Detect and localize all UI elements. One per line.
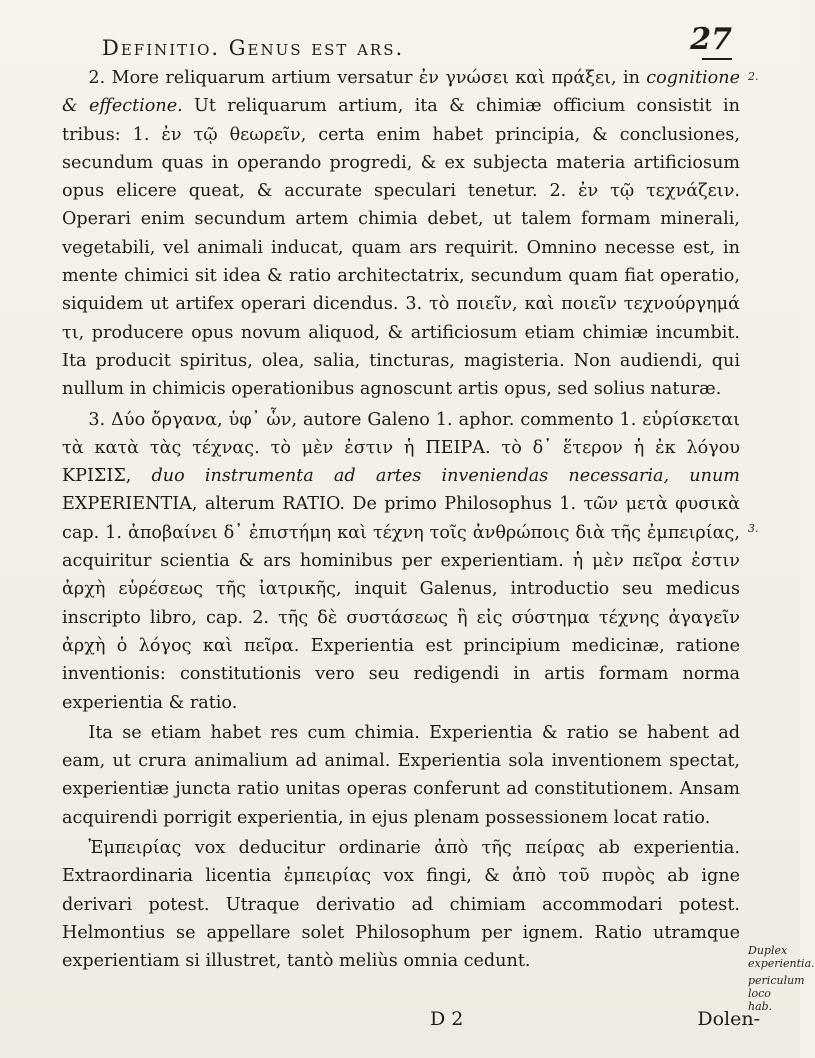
paragraph-5-lead: Ἐμπειρίας vox deducitur ordinarie ἀπὸ τῆς πείρας ab experientia. Extraordinaria licentia ἐμπειρίας vox fingi, & ἀπὸ τοῦ πυρὸς ab igne derivari potest. Utraque derivatio ad chimiam accommodari potest. Helmontius se appellare solet Philosophum per ignem. Ratio utramque experientiam si illustret, tantò meliùs omnia cedunt. <box>62 838 740 972</box>
paragraph-2-lead: 2. More reliquarum artium versatur ἐν γνώσει καὶ πράξει, in <box>88 68 647 88</box>
body-text <box>62 64 815 1013</box>
paragraph-3-lead: 3. Δύο ὄργανα, ὑφ᾽ ὧν, autore Galeno 1. aphor. commento 1. εὑρίσκεται τὰ κατὰ τὰς τέχνας. τὸ μὲν ἐστιν ἡ ΠΕΙΡΑ. τὸ δ᾽ ἕτερον ἡ ἐκ λόγου ΚΡΙΣΙΣ, <box>62 409 740 487</box>
paragraph-2-italic: cognitione & effectione. <box>62 68 740 117</box>
catchword: Dolen- <box>697 1008 760 1030</box>
page-header <box>62 20 740 64</box>
folio-rule <box>702 58 732 60</box>
signature-mark: D 2 <box>430 1008 464 1030</box>
paragraph-5 <box>62 834 740 975</box>
margin-note-3: 3. <box>748 522 759 535</box>
paragraph-2-rest: Ut reliquarum artium, ita & chimiæ officium consistit in tribus: 1. ἐν τῷ θεωρεῖν, certa enim habet principia, & conclusiones, secundum quas in operando progredi, & ex subjecta materia artificiosum opus elicere queat, & accurate speculari tenetur. 2. ἐν τῷ τεχνάζειν. Operari enim secundum artem chimia debet, ut talem formam minerali, vegetabili, vel animali inducat, quam ars requirit. Omnino necesse est, in mente chimici sit idea & ratio architectatrix, secundum quam fiat operatio, siquidem ut artifex operari dicendus. 3. τὸ ποιεῖν, καὶ ποιεῖν τεχνούργημά τι, producere opus novum aliquod, & artificiosum etiam chimiæ incumbit. Ita producit spiritus, olea, salia, tincturas, magisteria. Non audiendi, qui nullum in chimicis operationibus agnoscunt artis opus, sed solius naturæ. <box>62 96 740 400</box>
margin-note-2: 2. <box>748 70 759 83</box>
page-footer <box>0 1008 800 1038</box>
paragraph-3-italic: duo instrumenta ad artes inveniendas necessaria, unum <box>151 466 740 487</box>
paragraph-2 <box>62 64 740 404</box>
paragraph-4-lead: Ita se etiam habet res cum chimia. Experientia & ratio se habent ad eam, ut crura animalium ad animal. Experientia sola inventionem spectat, experientiæ juncta ratio unitas operas conferunt ad constitutionem. Ansam acquirendi porrigit experientia, in ejus plenam possessionem locat ratio. <box>62 722 740 828</box>
paragraph-4 <box>62 719 740 832</box>
paragraph-3-rest: EXPERIENTIA, alterum RATIO. De primo Philosophus 1. τῶν μετὰ φυσικὰ cap. 1. ἀποβαίνει δ᾽ ἐπιστήμη καὶ τέχνη τοῖς ἀνθρώποις διὰ τῆς ἐμπειρίας, acquiritur scientia & ars hominibus per experientiam. ἡ μὲν πεῖρα ἐστιν ἀρχὴ εὑρέσεως τῆς ἰατρικῆς, inquit Galenus, introductio seu medicus inscripto libro, cap. 2. τῆς δὲ συστάσεως ἢ εἰς σύστημα τέχνης ἀγαγεῖν ἀρχὴ ὁ λόγος καὶ πεῖρα. Experientia est principium medicinæ, ratione inventionis: constitutionis vero seu redigendi in artis formam norma experientia & ratio. <box>62 494 740 713</box>
margin-note-periculum: periculum loco hab. <box>748 974 805 1013</box>
margin-note-duplex: Duplex experientia. <box>748 944 815 970</box>
running-head: Definitio. Genus est ars. <box>102 36 405 60</box>
paragraph-3 <box>62 406 740 717</box>
folio-number: 27 <box>690 22 732 57</box>
